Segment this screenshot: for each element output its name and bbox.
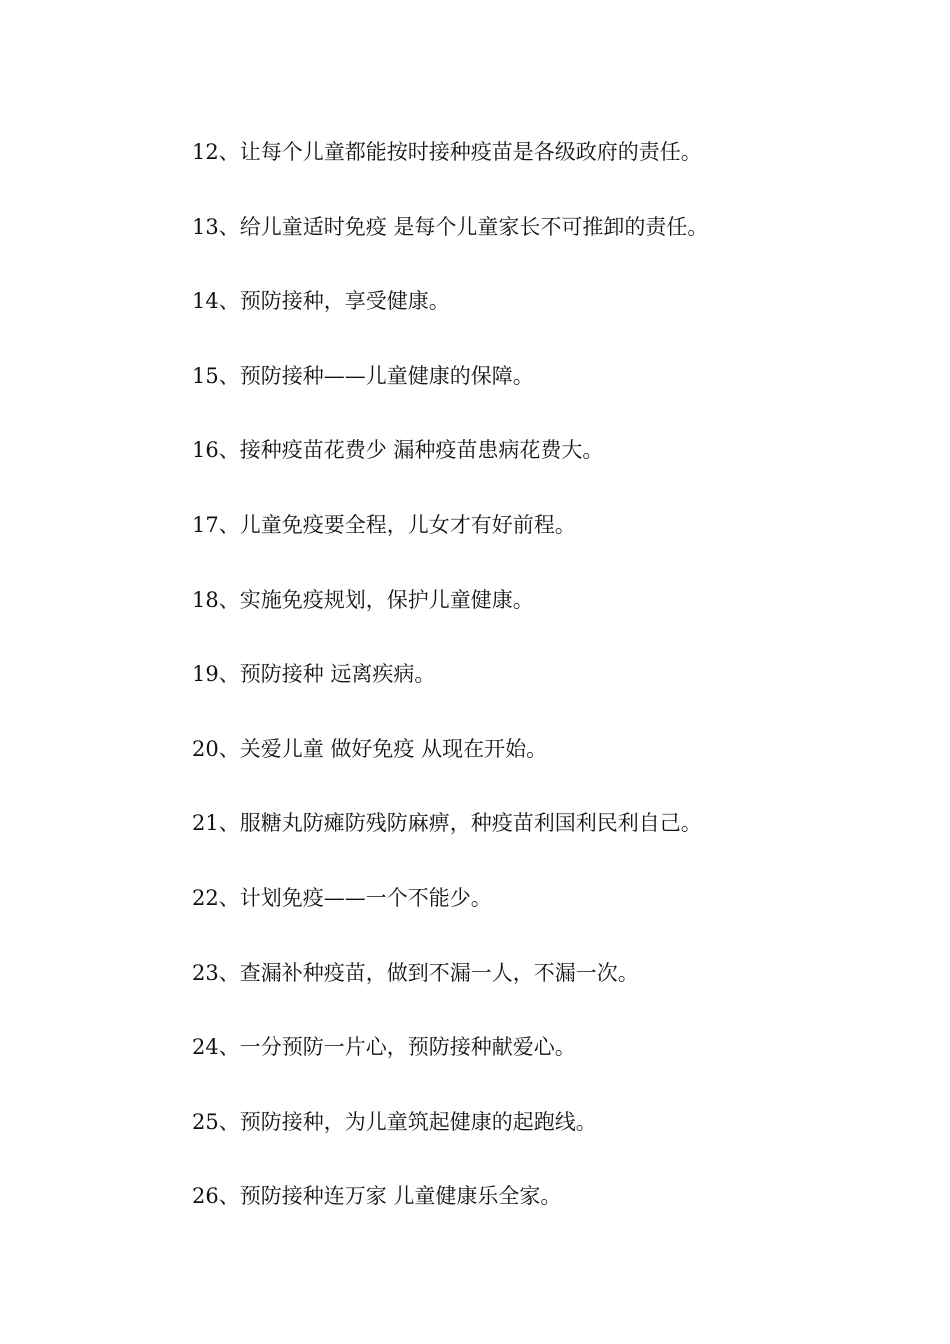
slogan-line-19: 19、预防接种 远离疾病。 xyxy=(192,662,436,687)
slogan-line-20: 20、关爱儿童 做好免疫 从现在开始。 xyxy=(192,736,548,761)
slogan-line-16: 16、接种疫苗花费少 漏种疫苗患病花费大。 xyxy=(192,438,604,463)
slogan-line-24: 24、一分预防一片心，预防接种献爱心。 xyxy=(192,1035,576,1060)
slogan-line-18: 18、实施免疫规划，保护儿童健康。 xyxy=(192,587,534,612)
slogan-line-14: 14、预防接种，享受健康。 xyxy=(192,289,450,314)
slogan-line-15: 15、预防接种——儿童健康的保障。 xyxy=(192,363,534,388)
slogan-line-21: 21、服糖丸防瘫防残防麻痹，种疫苗利国利民利自己。 xyxy=(192,811,702,836)
slogan-line-26: 26、预防接种连万家 儿童健康乐全家。 xyxy=(192,1184,562,1209)
slogan-line-25: 25、预防接种，为儿童筑起健康的起跑线。 xyxy=(192,1109,597,1134)
slogan-line-17: 17、儿童免疫要全程，儿女才有好前程。 xyxy=(192,512,576,537)
slogan-line-23: 23、查漏补种疫苗，做到不漏一人，不漏一次。 xyxy=(192,960,639,985)
slogan-list xyxy=(192,136,892,1255)
slogan-line-22: 22、计划免疫——一个不能少。 xyxy=(192,885,492,910)
slogan-line-13: 13、给儿童适时免疫 是每个儿童家长不可推卸的责任。 xyxy=(192,214,709,239)
slogan-line-12: 12、让每个儿童都能按时接种疫苗是各级政府的责任。 xyxy=(192,140,702,164)
